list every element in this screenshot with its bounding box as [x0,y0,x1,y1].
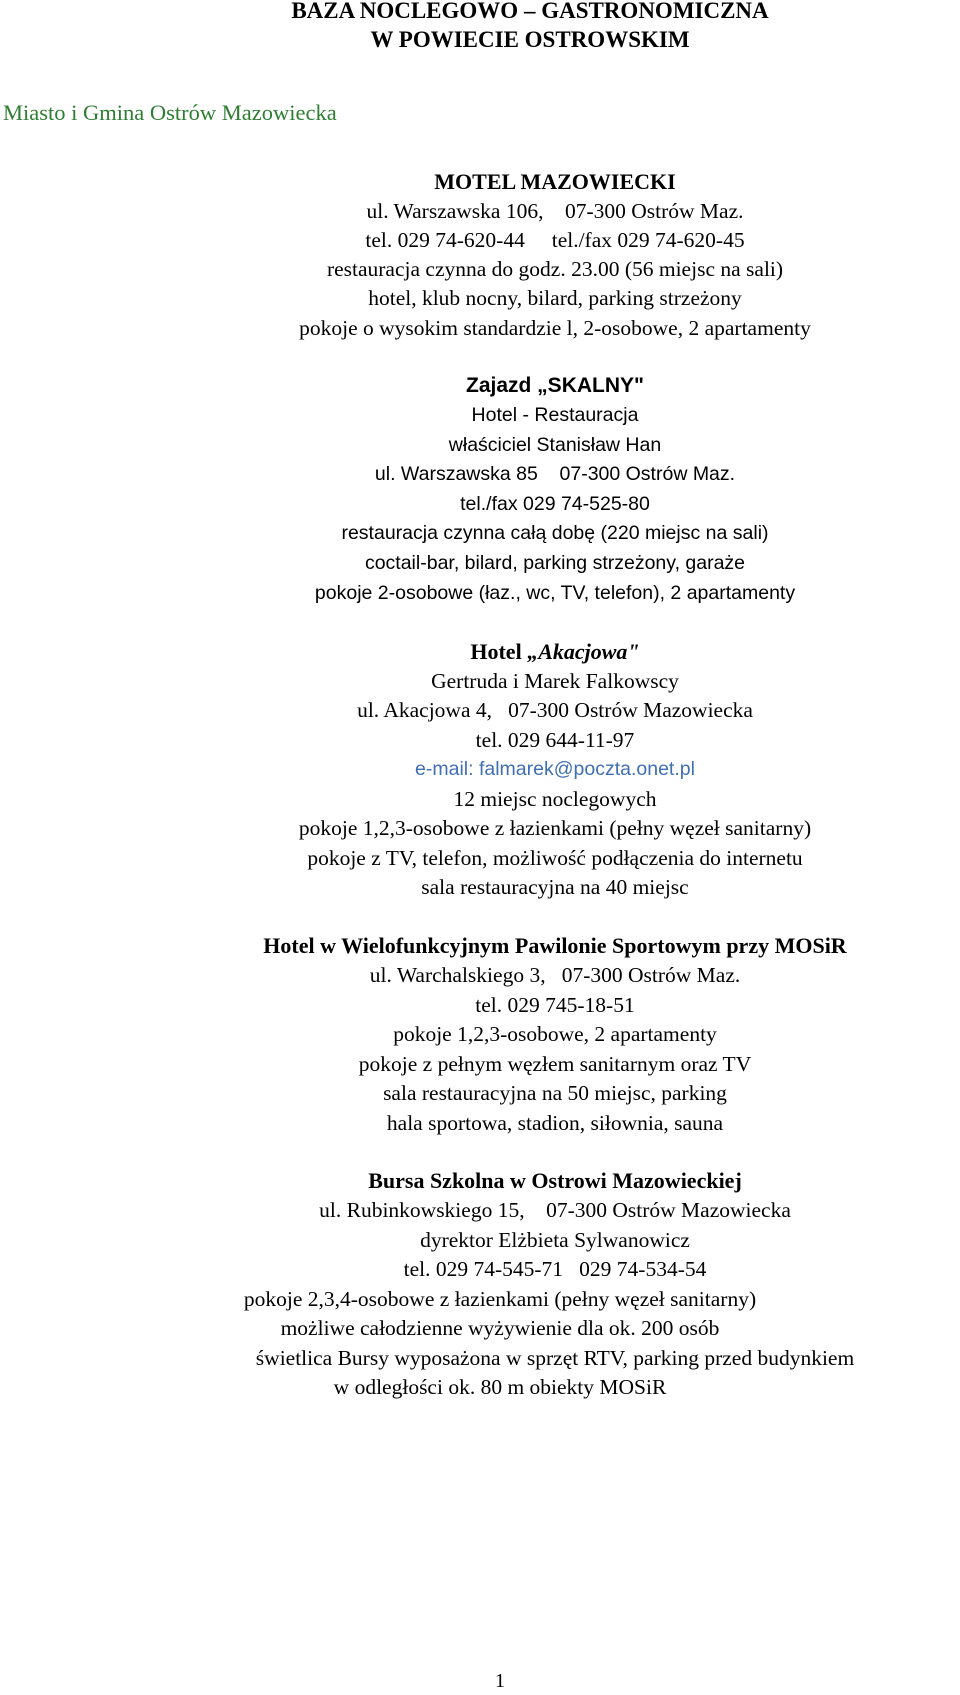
listing-line: tel./fax 029 74-525-80 [460,493,650,515]
listing-line: ul. Akacjowa 4, 07-300 Ostrów Mazowiecka [357,698,753,722]
listing-line: pokoje 1,2,3-osobowe, 2 apartamenty [393,1022,717,1046]
area-heading: Miasto i Gmina Ostrów Mazowiecka [3,100,337,125]
listing-line: pokoje o wysokim standardzie l, 2-osobowe, 2 apartamenty [299,316,811,340]
listing-line: sala restauracyjna na 50 miejsc, parking [383,1081,727,1105]
listing-name [155,637,955,667]
listing-line: możliwe całodzienne wyżywienie dla ok. 200 osób [280,1316,720,1340]
listing-line: sala restauracyjna na 40 miejsc [421,875,689,899]
listing-line: restauracja czynna do godz. 23.00 (56 miejsc na sali) [326,257,784,281]
listing-line: restauracja czynna całą dobę (220 miejsc na sali) [341,522,769,544]
listing-name: Zajazd „SKALNY" [466,374,644,397]
listing-line: 12 miejsc noclegowych [453,787,657,811]
page-number: 1 [495,1670,505,1692]
listing-name: Bursa Szkolna w Ostrowi Mazowieckiej [368,1168,742,1193]
listing-line: ul. Warszawska 85 07-300 Ostrów Maz. [374,463,736,485]
listing-line: dyrektor Elżbieta Sylwanowicz [420,1228,690,1252]
listing-line: w odległości ok. 80 m obiekty MOSiR [333,1375,667,1399]
email-link[interactable]: e-mail: falmarek@poczta.onet.pl [415,758,695,780]
listing-line: hala sportowa, stadion, siłownia, sauna [386,1111,724,1135]
listing-name: MOTEL MAZOWIECKI [434,169,676,194]
page-title-line-1: BAZA NOCLEGOWO – GASTRONOMICZNA [291,0,769,23]
listing-line: tel. 029 644-11-97 [475,728,635,752]
listing-line: tel. 029 745-18-51 [475,993,635,1017]
listing-line: ul. Warszawska 106, 07-300 Ostrów Maz. [366,199,744,223]
listing-line: Hotel - Restauracja [471,404,639,426]
listing-line: pokoje 1,2,3-osobowe z łazienkami (pełny węzeł sanitarny) [298,816,812,840]
listing-line: tel. 029 74-620-44 tel./fax 029 74-620-45 [365,228,745,252]
listing-line: pokoje 2-osobowe (łaz., wc, TV, telefon), 2 apartamenty [314,582,796,604]
listing-line: hotel, klub nocny, bilard, parking strzeżony [368,286,742,310]
listing-line: ul. Rubinkowskiego 15, 07-300 Ostrów Mazowiecka [319,1198,791,1222]
listing-line: pokoje 2,3,4-osobowe z łazienkami (pełny węzeł sanitarny) [243,1287,757,1311]
listing-name-italic: „Akacjowa" [527,639,640,664]
listing-line: pokoje z pełnym węzłem sanitarnym oraz TV [358,1052,752,1076]
listing-name: Hotel w Wielofunkcyjnym Pawilonie Sportowym przy MOSiR [263,933,847,958]
listing-line: świetlica Bursy wyposażona w sprzęt RTV, parking przed budynkiem [255,1346,855,1370]
listing-line: pokoje z TV, telefon, możliwość podłączenia do internetu [307,846,803,870]
listing-name-prefix: Hotel [470,639,528,664]
listing-line: tel. 029 74-545-71 029 74-534-54 [403,1257,707,1281]
page-title-line-2: W POWIECIE OSTROWSKIM [370,27,690,52]
listing-line: Gertruda i Marek Falkowscy [431,669,679,693]
listing-line: właściciel Stanisław Han [448,434,662,456]
listing-line: ul. Warchalskiego 3, 07-300 Ostrów Maz. [369,963,741,987]
listing-line: coctail-bar, bilard, parking strzeżony, garaże [364,552,746,574]
